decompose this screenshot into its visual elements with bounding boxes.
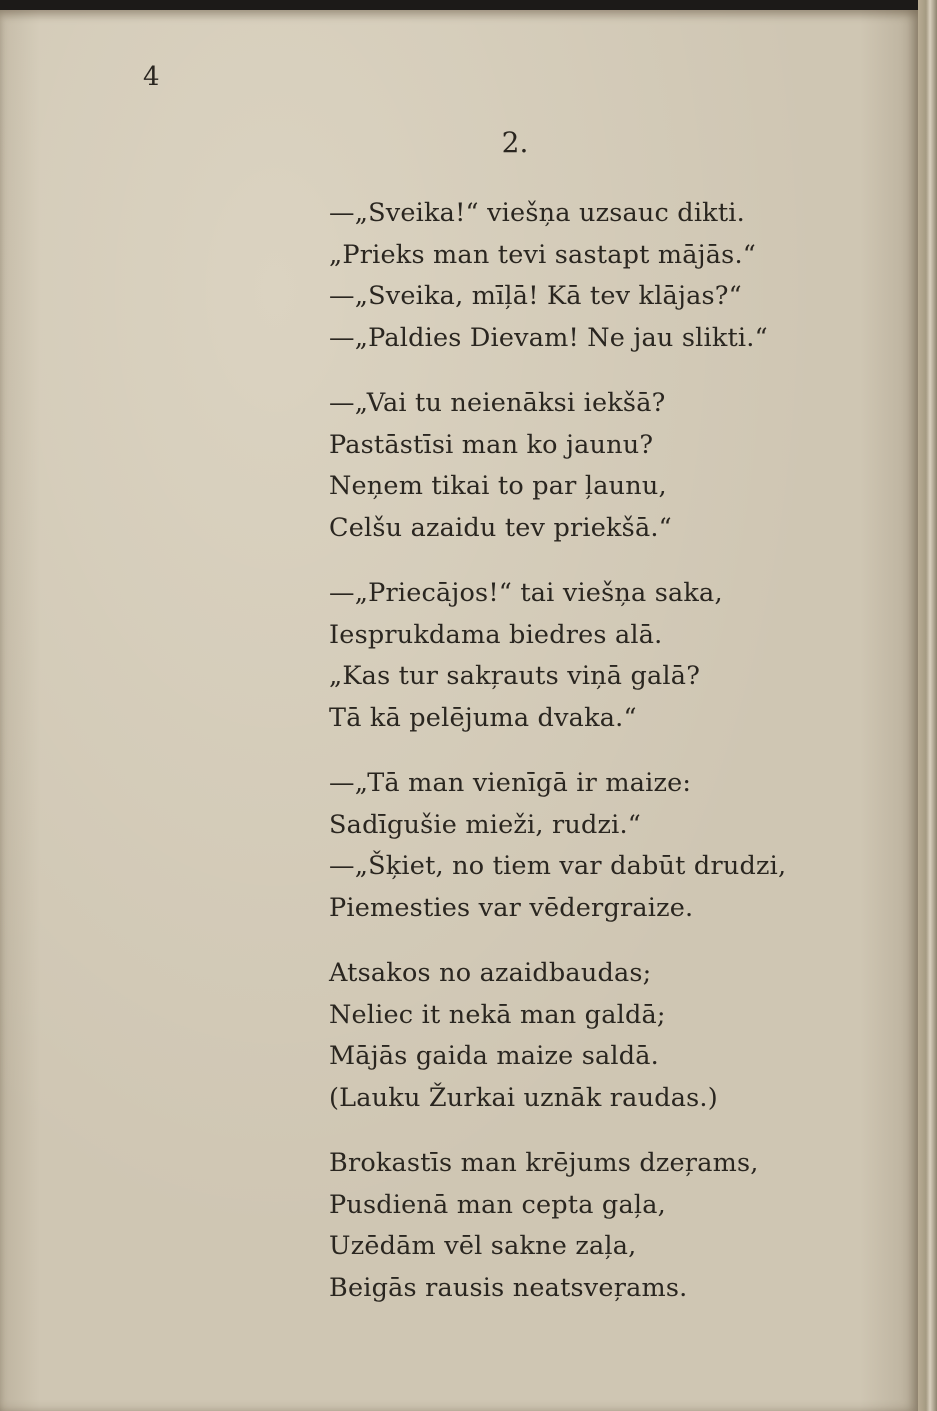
verse-line: Atsakos no azaidbaudas;	[329, 958, 652, 988]
verse-line: —„Paldies Dievam! Ne jau slikti.“	[329, 322, 768, 353]
poem-text	[329, 193, 786, 1309]
book-page	[0, 10, 918, 1411]
verse-line: Beigās rausis neatsveŗams.	[329, 1272, 688, 1303]
verse-line: Mājās gaida maize saldā.	[329, 1041, 659, 1071]
verse-line: —„Vai tu neienāksi iekšā?	[329, 388, 666, 418]
verse-line: —„Priecājos!“ tai viešņa saka,	[329, 578, 723, 608]
verse-line: Uzēdām vēl sakne zaļa,	[329, 1231, 637, 1261]
verse-line: Celšu azaidu tev priekšā.“	[329, 512, 672, 543]
verse-line: Tā kā pelējuma dvaka.“	[329, 702, 637, 733]
verse-line: —„Sveika, mīļā! Kā tev klājas?“	[329, 281, 742, 311]
stanza	[329, 763, 786, 929]
verse-line: „Prieks man tevi sastapt mājās.“	[329, 239, 756, 270]
verse-line: Piemesties var vēdergraize.	[329, 892, 694, 923]
verse-line: Brokastīs man krējums dzeŗams,	[329, 1148, 759, 1178]
verse-line: —„Tā man vienīgā ir maize:	[329, 768, 692, 798]
verse-line: Pusdienā man cepta gaļa,	[329, 1189, 666, 1220]
verse-line: Iesprukdama biedres alā.	[329, 619, 663, 650]
verse-line: —„Sveika!“ viešņa uzsauc dikti.	[329, 198, 745, 228]
stanza	[329, 193, 786, 359]
verse-line: —„Šķiet, no tiem var dabūt drudzi,	[329, 851, 787, 881]
stanza	[329, 1143, 786, 1309]
stanza	[329, 953, 786, 1119]
stanza	[329, 573, 786, 739]
verse-line: Neņem tikai to par ļaunu,	[329, 471, 667, 501]
verse-line: Pastāstīsi man ko jaunu?	[329, 429, 654, 460]
poem-number: 2.	[501, 126, 529, 159]
verse-line: „Kas tur sakŗauts viņā galā?	[329, 661, 701, 691]
stanza	[329, 383, 786, 549]
verse-line: (Lauku Žurkai uznāk raudas.)	[329, 1082, 718, 1113]
page-number: 4	[143, 62, 160, 92]
verse-line: Neliec it nekā man galdā;	[329, 999, 666, 1030]
book-spine-edge	[918, 0, 937, 1411]
verse-line: Sadīgušie mieži, rudzi.“	[329, 809, 642, 840]
